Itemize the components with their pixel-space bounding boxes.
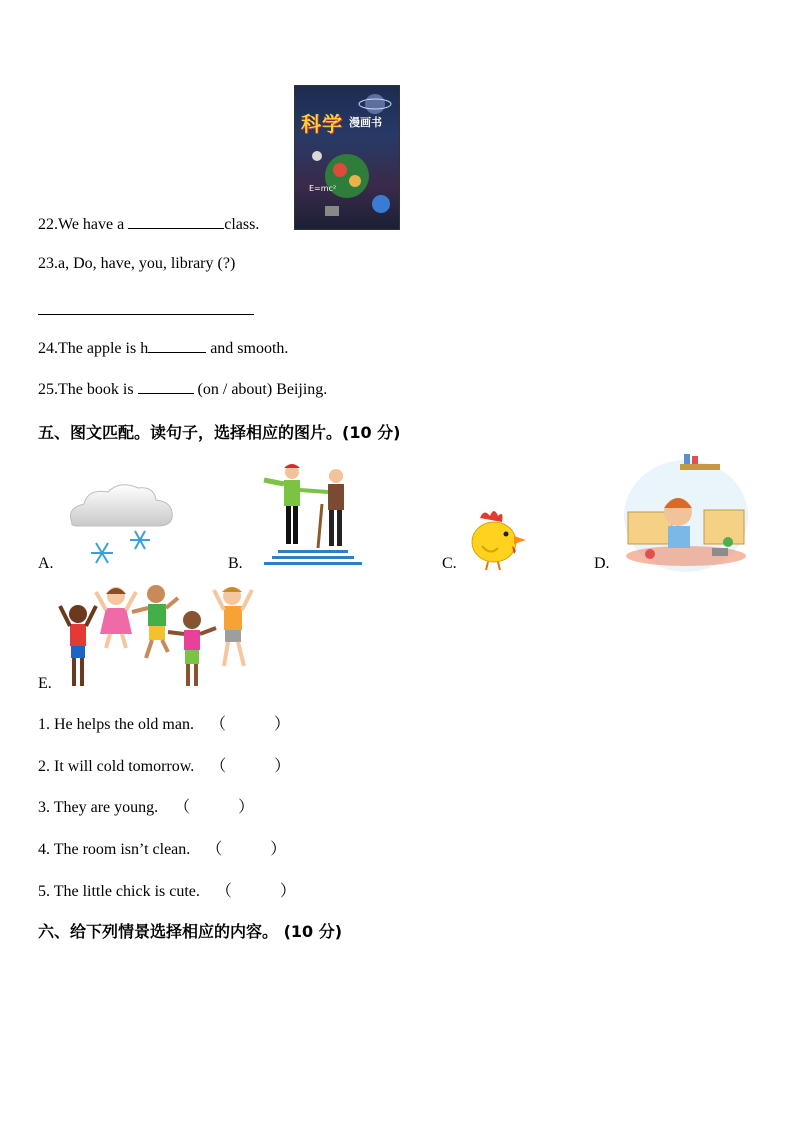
answer-parentheses[interactable]: （ ） <box>206 841 287 858</box>
answer-line[interactable] <box>38 314 254 315</box>
match-text: 1. He helps the old man. <box>38 716 194 733</box>
question-22 <box>38 214 259 234</box>
match-item-1 <box>38 711 290 734</box>
match-text: 3. They are young. <box>38 799 159 816</box>
option-label-c: C. <box>442 555 457 572</box>
book-title: 科学 <box>301 112 343 136</box>
question-number: 22. <box>38 216 58 233</box>
question-text: The apple is h <box>58 340 149 357</box>
section-5-title: 五、图文匹配。读句子，选择相应的图片。(10 分) <box>38 423 401 442</box>
question-text: class. <box>224 216 260 233</box>
question-text: (on / about) Beijing. <box>193 381 328 398</box>
answer-blank[interactable] <box>128 214 224 229</box>
match-item-5 <box>38 878 296 901</box>
answer-parentheses[interactable]: （ ） <box>174 799 255 816</box>
answer-parentheses[interactable]: （ ） <box>209 716 290 733</box>
question-number: 24. <box>38 340 58 357</box>
question-25 <box>38 379 327 399</box>
question-number: 23. <box>38 255 58 272</box>
answer-blank[interactable] <box>148 338 206 353</box>
option-label-b: B. <box>228 555 243 572</box>
answer-parentheses[interactable]: （ ） <box>210 758 291 775</box>
book-cover-image <box>294 85 400 230</box>
answer-blank[interactable] <box>138 379 194 394</box>
match-text: 2. It will cold tomorrow. <box>38 758 195 775</box>
match-text: 5. The little chick is cute. <box>38 883 200 900</box>
chick-icon <box>466 506 528 572</box>
answer-parentheses[interactable]: （ ） <box>215 883 296 900</box>
option-label-e: E. <box>38 675 52 692</box>
helping-old-man-icon <box>258 460 368 570</box>
match-item-4 <box>38 836 286 859</box>
section-6-title: 六、给下列情景选择相应的内容。 (10 分) <box>38 922 343 941</box>
question-text: and smooth. <box>206 340 289 357</box>
children-jumping-icon <box>58 582 256 692</box>
question-text: a, Do, have, you, library (?) <box>58 255 236 272</box>
match-text: 4. The room isn’t clean. <box>38 841 191 858</box>
option-label-d: D. <box>594 555 610 572</box>
book-formula: E=mc² <box>309 184 337 193</box>
question-23 <box>38 255 235 273</box>
snow-cloud-icon <box>62 478 178 570</box>
match-item-3 <box>38 794 254 817</box>
question-text: The book is <box>58 381 138 398</box>
book-subtitle: 漫画书 <box>349 116 382 129</box>
book-illustration-icon <box>295 86 399 229</box>
question-number: 25. <box>38 381 58 398</box>
messy-room-icon <box>620 450 752 572</box>
question-24 <box>38 338 288 358</box>
match-item-2 <box>38 753 290 776</box>
question-text: We have a <box>58 216 129 233</box>
option-label-a: A. <box>38 555 54 572</box>
